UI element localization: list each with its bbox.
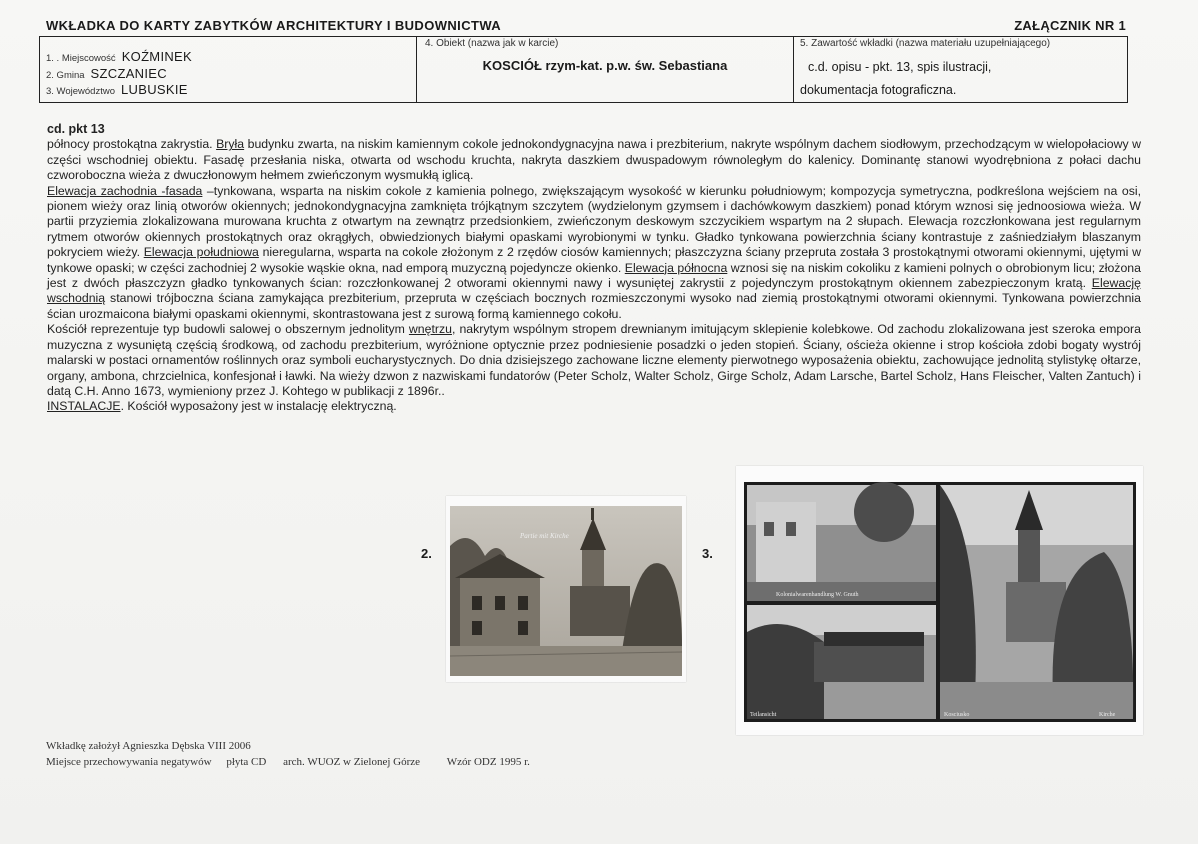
photo-3-image	[744, 482, 1136, 722]
footer-archive: arch. WUOZ w Zielonej Górze	[283, 756, 421, 768]
underlined-term: Elewacja zachodnia -fasada	[47, 183, 203, 198]
content-line-2: dokumentacja fotograficzna.	[800, 83, 957, 97]
underlined-term: Bryła	[216, 137, 245, 152]
section-heading: cd. pkt 13	[47, 122, 105, 136]
photo-3-number: 3.	[702, 546, 713, 561]
text-run: nieregularna, wsparta na cokole złożonym z 2 rzędów ciosów kamiennych; płaszczyzna ściany przepruta została 3 prostokątnymi otworami okiennymi, ujętymi w tynkowe opaski; w części zachodniej 2 wysokie wąskie okna, nad emporą muzyczną pojedyncze okienko.	[47, 245, 1141, 275]
text-run: budynku zwarta, na niskim kamiennym cokole jednokondygnacyjna nawa i prezbiterium, nakryte wspólnym dachem siodłowym, przechodzącym w wielopołaciowy w części wschodniej obiektu. Fasadę przesłania niska, otwarta od wschodu kruchta, nakryta daszkiem dwuspadowym równoległym do kalenicy. Dominantę stanowi wyodrębniona z połaci dachu czworoboczna wieża z dwuczłonowym hełmem zwieńczonym wysmukłą iglicą.	[47, 137, 1142, 183]
photo-2-image	[450, 506, 682, 676]
text-run: –tynkowana, wsparta na niskim cokole z kamienia polnego, zwiększającym wysokość w kierunku południowym; kompozycja symetryczna, podkreślona wejściem na osi, pionem wieży oraz linią otworów okiennych; jednokondygnacyjna zamknięta trójkątnym szczytem (wydzielonym gzymsem i dachówkowym daszkiem) ponad którym wznosi się jednoosiowa wieża. W partii przyziemia zlokalizowana murowana kruchta z otwartym na zewnątrz przedsionkiem, zwieńczonym deskowym szczycikiem wspartym na 2 słupach. Elewacja rozczłonkowana jest regularnym rytmem otworów okiennych prostokątnych oraz okrągłych, obwiedzionych białymi opaskami wyrobionymi w tynku. Gładko tynkowana powierzchnia ściany kontrastuje z zaśniedziałym blaszanym pokryciem wieży.	[47, 183, 1142, 260]
location-cell	[40, 37, 417, 102]
object-label: 4. Obiekt (nazwa jak w karcie)	[425, 38, 559, 49]
photo-2-postcard	[446, 496, 686, 682]
footer-medium: płyta CD	[226, 756, 267, 768]
content-cell	[794, 37, 1127, 102]
object-cell	[417, 37, 794, 102]
footer-author: Wkładkę założył Agnieszka Dębska VIII 2006	[46, 740, 251, 752]
photo-3-postcard	[736, 466, 1143, 735]
commune-label: 2. Gmina	[46, 70, 85, 81]
photo-2-caption: Partie mit Kirche	[520, 532, 569, 540]
underlined-term: Elewacja południowa	[143, 245, 259, 260]
metadata-table	[39, 36, 1128, 103]
description-text	[47, 122, 1141, 415]
photo-2-number: 2.	[421, 546, 432, 561]
annex-number: ZAŁĄCZNIK NR 1	[1014, 18, 1126, 33]
content-line-1: c.d. opisu - pkt. 13, spis ilustracji,	[808, 60, 992, 74]
paragraph-massing	[47, 137, 1141, 183]
commune-value: SZCZANIEC	[90, 66, 167, 81]
underlined-term: INSTALACJE	[47, 399, 121, 414]
photo-3-caption-a: Kolonialwarenhandlung W. Gnuth	[776, 592, 859, 598]
commune-row	[46, 66, 167, 81]
text-run: Kościół reprezentuje typ budowli salowej o obszernym jednolitym	[47, 322, 409, 337]
form-title: WKŁADKA DO KARTY ZABYTKÓW ARCHITEKTURY I BUDOWNICTWA	[46, 18, 502, 33]
object-name: KOSCIÓŁ rzym-kat. p.w. św. Sebastiana	[482, 58, 728, 73]
text-run: . Kościół wyposażony jest w instalację elektryczną.	[120, 399, 397, 414]
voivodeship-label: 3. Województwo	[46, 86, 115, 97]
text-run: północy prostokątna zakrystia.	[47, 137, 217, 152]
paragraph-elevations	[47, 184, 1141, 323]
location-value: KOŹMINEK	[121, 49, 192, 64]
text-run: , nakrytym wspólnym stropem drewnianym imitującym sklepienie kolebkowe. Od zachodu zlokalizowana jest szeroka empora muzyczna z wysuniętą częścią środkową, od zachodu prezbiterium, wyróżnione optycznie przez podniesienie posadzki o jeden stopień. Ściany, ościeża okienne i strop kościoła zdobi bogaty wystrój malarski w postaci ornamentów roślinnych oraz symboli eucharystycznych. Do dnia dzisiejszego zachowane liczne elementy pierwotnego wyposażenia obiektu, zachowujące jednolitą stylistykę ołtarze, organy, ambona, chrzcielnica, konfesjonał i ławki. Na wieży dzwon z nazwiskami fundatorów (Peter Scholz, Walter Scholz, Girge Scholz, Adam Larsche, Bartel Scholz, Hans Fleischer, Valten Zantuch) i datą C.H. Anno 1673, wymieniony przez J. Kohtego w publikacji z 1896r..	[47, 322, 1141, 398]
photo-3-caption-b: Teilansicht	[750, 712, 777, 718]
underlined-term: Elewacja północna	[624, 260, 728, 275]
underlined-term: wnętrzu	[408, 322, 452, 337]
paragraph-installations	[47, 399, 1141, 414]
underlined-term: Elewację wschodnią	[47, 276, 1141, 306]
photo-3-caption-d: Kirche	[1099, 712, 1116, 718]
footer-template: Wzór ODZ 1995 r.	[446, 756, 530, 768]
footer-storage-label: Miejsce przechowywania negatywów	[46, 756, 212, 768]
voivodeship-value: LUBUSKIE	[121, 82, 188, 97]
footer-storage	[46, 756, 530, 768]
voivodeship-row	[46, 82, 188, 97]
photo-3-caption-c: Kosciusko	[944, 712, 970, 718]
text-run: wznosi się na niskim cokoliku z kamieni polnych o obrobionym licu; złożona jest z dwóch płaszczyzn gładko tynkowanych ścian: rozczłonkowanej 2 otworami okiennymi nawy i wysuniętej zakrystii z pojedynczym prostokątnym okiennem zabezpieczonym kratą.	[47, 260, 1141, 291]
location-row	[46, 49, 192, 64]
text-run: stanowi trójboczna ściana zamykająca prezbiterium, przepruta w częściach bocznych rozmieszczonymi wysoko nad ziemią prostokątnymi otworami okiennymi. Tynkowana powierzchnia ścian urozmaicona białymi opaskami okiennymi, skontrastowana jest z surową formą kamiennego cokołu.	[47, 291, 1141, 321]
paragraph-interior	[47, 322, 1141, 399]
content-label: 5. Zawartość wkładki (nazwa materiału uzupełniającego)	[800, 38, 1051, 49]
location-label: 1. . Miejscowość	[46, 53, 116, 64]
